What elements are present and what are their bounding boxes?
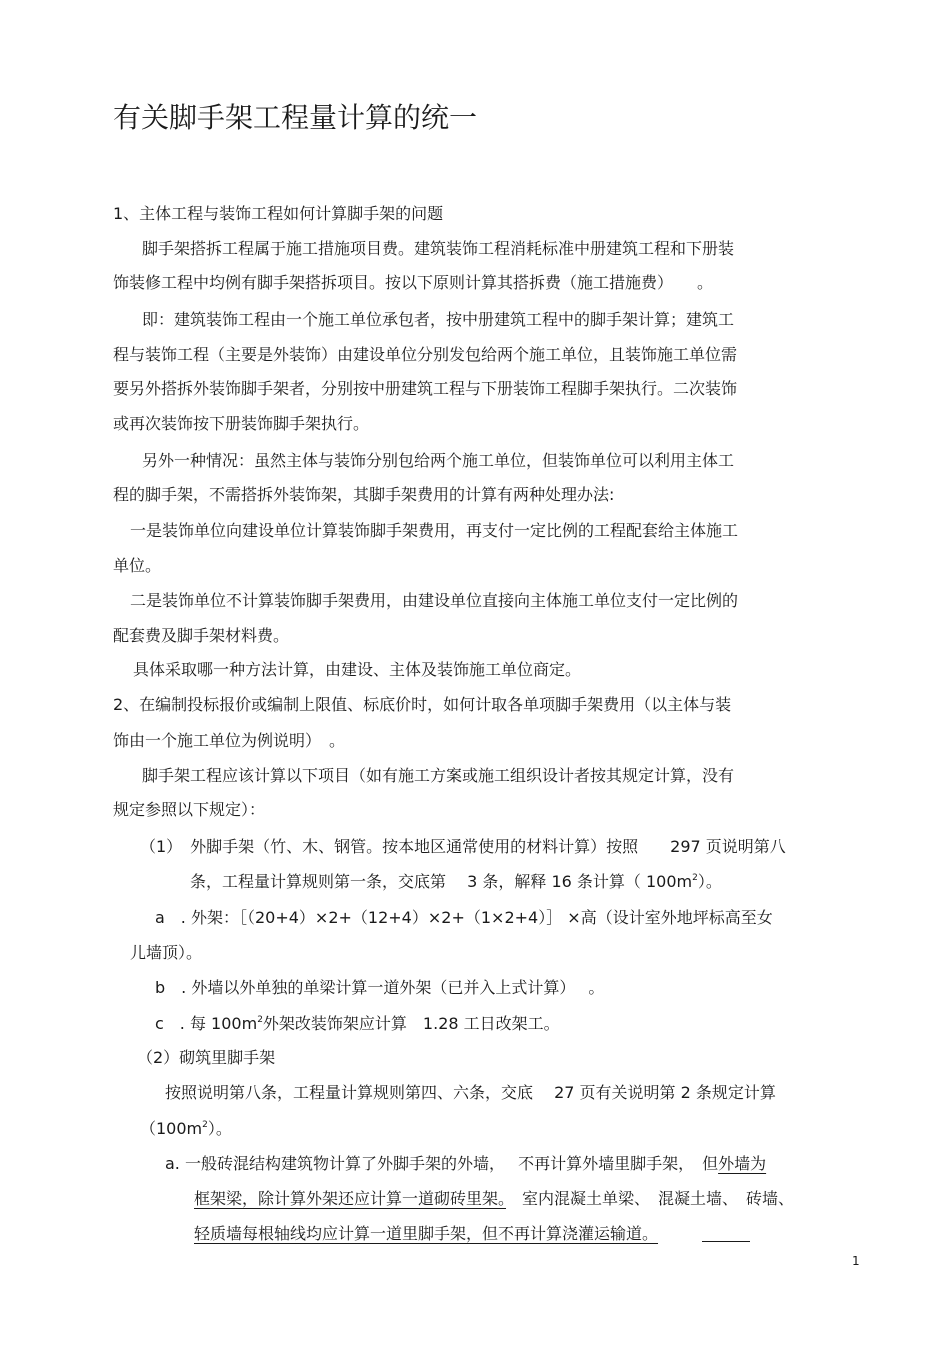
paragraph-line: 程的脚手架，不需搭拆外装饰架，其脚手架费用的计算有两种处理办法:	[113, 485, 615, 504]
underline-rule	[702, 1241, 750, 1242]
superscript: 2	[692, 873, 698, 883]
paragraph-line: 按照说明第八条，工程量计算规则第四、六条，交底 27 页有关说明第 2 条规定计算	[165, 1083, 776, 1102]
paragraph-line: 或再次装饰按下册装饰脚手架执行。	[113, 414, 370, 433]
sub-item: a . 外架：［（20+4）×2+（12+4）×2+（1×2+4）］ ×高（设计室外地坪标高至女	[155, 908, 773, 927]
paragraph-line: $(100m^2)$。	[140, 1119, 232, 1138]
sub-item: 框架梁，除计算外架还应计算一道砌砖里架。 室内混凝土单梁、 混凝土墙、 砖墙、	[194, 1189, 795, 1208]
section-2-heading: 饰由一个施工单位为例说明） 。	[113, 731, 346, 750]
paragraph-line: 脚手架搭拆工程属于施工措施项目费。建筑装饰工程消耗标准中册建筑工程和下册装	[142, 239, 735, 258]
sub-item: a. 一般砖混结构建筑物计算了外脚手架的外墙， 不再计算外墙里脚手架， 但外墙为	[165, 1154, 767, 1173]
section-1-heading: 1、主体工程与装饰工程如何计算脚手架的问题	[113, 204, 444, 223]
paragraph-line: 单位。	[113, 556, 162, 575]
document-title: 有关脚手架工程量计算的统一	[113, 101, 478, 134]
sub-item: 轻质墙每根轴线均应计算一道里脚手架，但不再计算浇灌运输道。	[194, 1224, 659, 1243]
section-2-heading: 2、在编制投标报价或编制上限值、标底价时，如何计取各单项脚手架费用（以主体与装	[113, 695, 732, 714]
paragraph-line: 规定参照以下规定）：	[113, 800, 266, 819]
page-number: 1	[852, 1254, 860, 1268]
paragraph-line: 另外一种情况：虽然主体与装饰分别包给两个施工单位，但装饰单位可以利用主体工	[142, 451, 735, 470]
list-item: 条，工程量计算规则第一条，交底第 3 条，解释 16 条计算（ $100m^2$）。	[190, 872, 722, 891]
paragraph-line: 饰装修工程中均例有脚手架搭拆项目。按以下原则计算其搭拆费（施工措施费） 。	[113, 273, 714, 292]
superscript: 2	[257, 1015, 263, 1025]
paragraph-line: 脚手架工程应该计算以下项目（如有施工方案或施工组织设计者按其规定计算，没有	[142, 766, 735, 785]
paragraph-line: 要另外搭拆外装饰脚手架者，分别按中册建筑工程与下册装饰工程脚手架执行。二次装饰	[113, 379, 738, 398]
sub-item: 儿墙顶）。	[130, 943, 203, 962]
list-item: （2）砌筑里脚手架	[137, 1048, 276, 1067]
paragraph-line: 即：建筑装饰工程由一个施工单位承包者，按中册建筑工程中的脚手架计算；建筑工	[142, 310, 735, 329]
paragraph-line: 二是装饰单位不计算装饰脚手架费用，由建设单位直接向主体施工单位支付一定比例的	[130, 591, 739, 610]
paragraph-line: 具体采取哪一种方法计算，由建设、主体及装饰施工单位商定。	[133, 660, 582, 679]
paragraph-line: 配套费及脚手架材料费。	[113, 626, 290, 645]
sub-item: b . 外墙以外单独的单梁计算一道外架（已并入上式计算） 。	[155, 978, 605, 997]
paragraph-line: 一是装饰单位向建设单位计算装饰脚手架费用，再支付一定比例的工程配套给主体施工	[130, 521, 739, 540]
list-item: （1） 外脚手架（竹、木、钢管。按本地区通常使用的材料计算）按照 297 页说明第八	[140, 837, 786, 856]
superscript: 2	[202, 1120, 208, 1130]
sub-item: c . 每 $100m^2$外架改装饰架应计算 1.28 工日改架工。	[155, 1014, 560, 1033]
paragraph-line: 程与装饰工程（主要是外装饰）由建设单位分别发包给两个施工单位，且装饰施工单位需	[113, 345, 738, 364]
